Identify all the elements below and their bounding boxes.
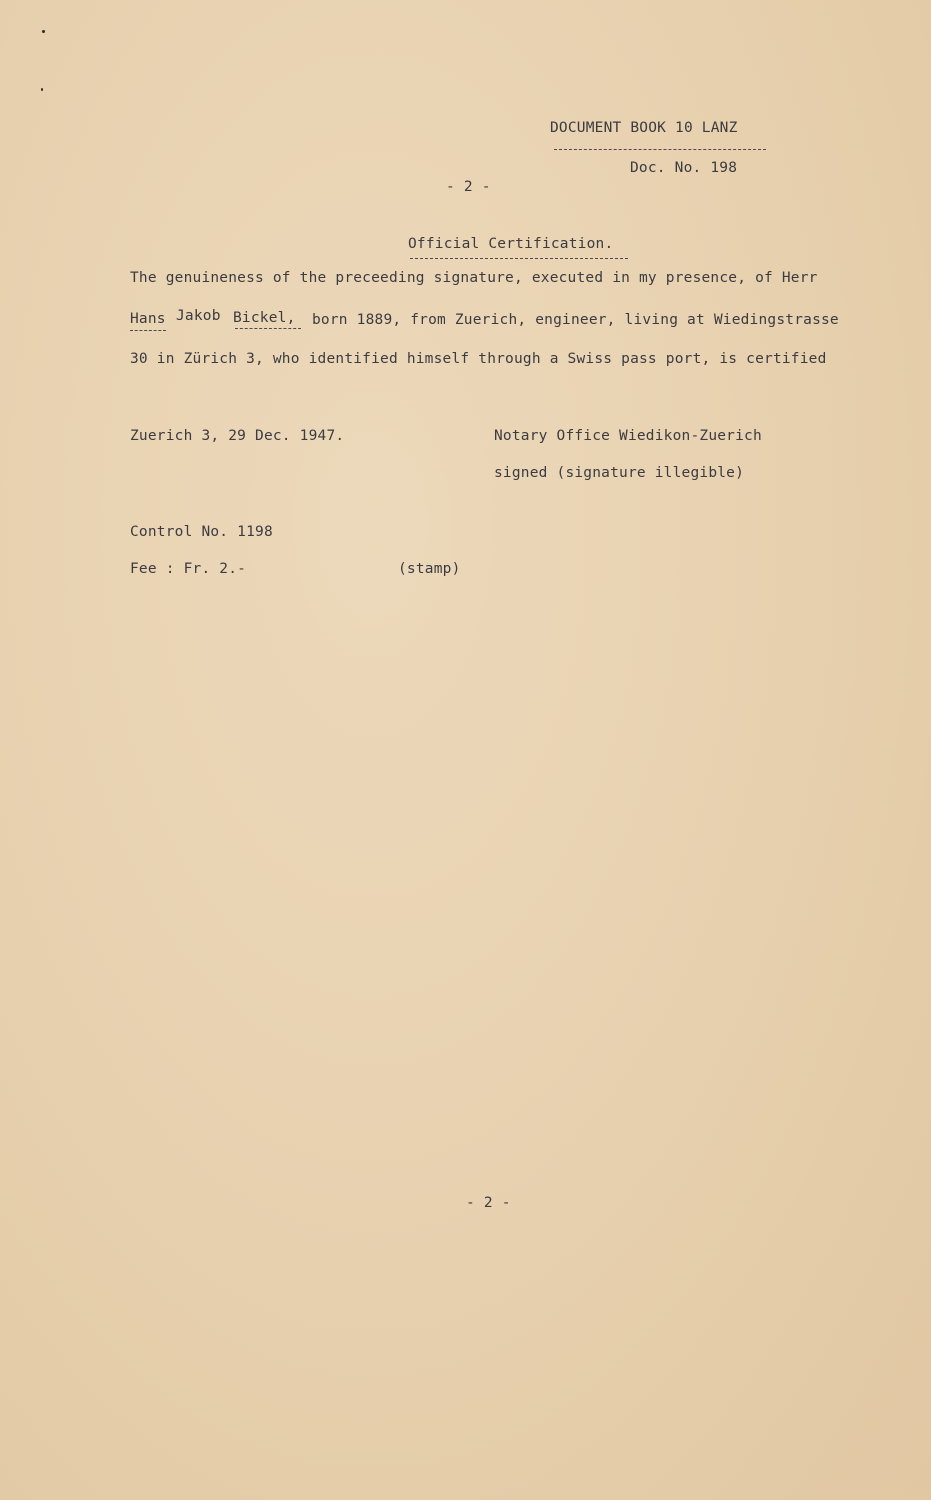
certification-name-last: Bickel, — [233, 310, 296, 326]
name-last-underline — [235, 328, 301, 329]
control-number: Control No. 1198 — [130, 524, 273, 540]
certification-name-first: Hans — [130, 311, 166, 327]
name-first-underline — [130, 330, 166, 331]
certification-name-middle: Jakob — [176, 308, 221, 324]
page-marker-bottom: - 2 - — [466, 1195, 511, 1211]
certification-line-3: 30 in Zürich 3, who identified himself through a Swiss pass port, is certified — [130, 351, 827, 367]
certification-line-2-rest: born 1889, from Zuerich, engineer, living at Wiedingstrasse — [312, 312, 839, 328]
doc-number: Doc. No. 198 — [630, 160, 738, 176]
document-book-label: DOCUMENT BOOK 10 LANZ — [550, 120, 738, 136]
paper-speck — [41, 88, 43, 91]
notary-office: Notary Office Wiedikon-Zuerich — [494, 428, 762, 444]
certification-title-underline — [410, 258, 628, 259]
fee: Fee : Fr. 2.- — [130, 561, 247, 577]
stamp-note: (stamp) — [398, 561, 461, 577]
certification-line-1: The genuineness of the preceeding signature, executed in my presence, of Herr — [130, 270, 818, 286]
place-date: Zuerich 3, 29 Dec. 1947. — [130, 428, 345, 444]
certification-title: Official Certification. — [408, 236, 614, 252]
page-marker-top: - 2 - — [446, 179, 491, 195]
paper-speck — [42, 30, 45, 33]
document-book-underline — [554, 149, 766, 150]
notary-signed: signed (signature illegible) — [494, 465, 745, 481]
